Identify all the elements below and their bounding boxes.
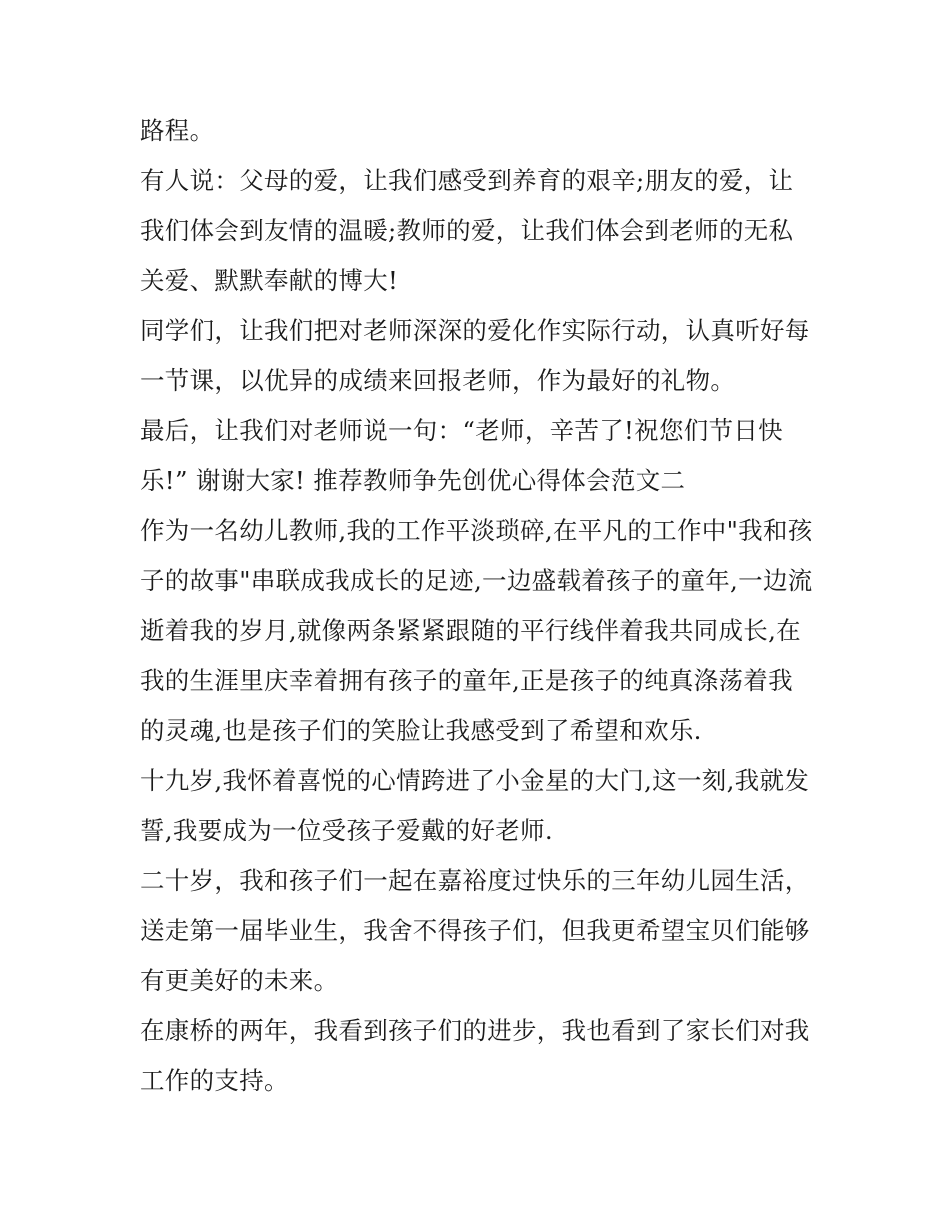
text-line: 有人说：父母的爱，让我们感受到养育的艰辛;朋友的爱，让 — [140, 166, 794, 195]
text-line: 一节课，以优异的成绩来回报老师，作为最好的礼物。 — [140, 366, 736, 395]
text-line: 十九岁,我怀着喜悦的心情跨进了小金星的大门,这一刻,我就发 — [140, 766, 810, 795]
text-line: 逝着我的岁月,就像两条紧紧跟随的平行线伴着我共同成长,在 — [140, 616, 801, 645]
text-line: 子的故事"串联成我成长的足迹,一边盛载着孩子的童年,一边流 — [140, 566, 813, 595]
text-line: 关爱、默默奉献的博大! — [140, 266, 399, 295]
text-line: 有更美好的未来。 — [140, 966, 339, 995]
text-line: 在康桥的两年，我看到孩子们的进步，我也看到了家长们对我 — [140, 1016, 810, 1045]
text-line: 作为一名幼儿教师,我的工作平淡琐碎,在平凡的工作中"我和孩 — [140, 516, 813, 545]
text-line: 的灵魂,也是孩子们的笑脸让我感受到了希望和欢乐. — [140, 716, 702, 745]
text-line: 二十岁，我和孩子们一起在嘉裕度过快乐的三年幼儿园生活， — [140, 866, 810, 895]
text-line: 同学们，让我们把对老师深深的爱化作实际行动，认真听好每 — [140, 316, 810, 345]
text-line: 誓,我要成为一位受孩子爱戴的好老师. — [140, 816, 553, 845]
text-line: 我的生涯里庆幸着拥有孩子的童年,正是孩子的纯真涤荡着我 — [140, 666, 793, 695]
text-line: 送走第一届毕业生，我舍不得孩子们，但我更希望宝贝们能够 — [140, 916, 810, 945]
text-line: 路程。 — [140, 116, 215, 145]
text-line: 我们体会到友情的温暖;教师的爱，让我们体会到老师的无私 — [140, 216, 794, 245]
text-line: 乐!” 谢谢大家! 推荐教师争先创优心得体会范文二 — [140, 466, 686, 495]
document-body — [140, 106, 830, 1106]
text-line: 工作的支持。 — [140, 1066, 289, 1095]
text-line: 最后，让我们对老师说一句：“老师，辛苦了!祝您们节日快 — [140, 416, 783, 445]
